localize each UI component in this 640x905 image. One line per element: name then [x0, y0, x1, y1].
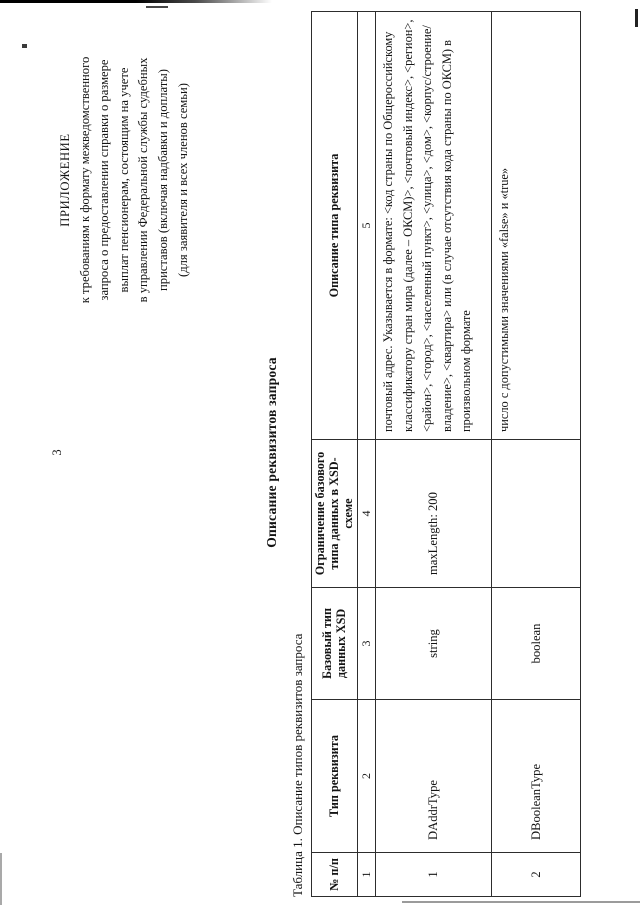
col-header-num: № п/п [312, 853, 358, 897]
appendix-header-line: выплат пенсионерам, состоящим на учете [116, 67, 131, 293]
cell-base-type: boolean [492, 588, 581, 700]
cell-description: почтовый адрес. Указывается в формате: <код страны по Общероссийскому классификатору стран мира (далее – ОКСМ)>, <почтовый индекс>, <регион>, <район>, <город>, <населенный пункт>, <улица>, <дом>, <корпус/строение/владение>, <квартира> или (в случае отсутствия кода страны по ОКСМ) в произвольном формате [376, 12, 492, 440]
scan-edge-artifact [635, 9, 638, 27]
column-index: 2 [358, 700, 376, 853]
table-row [376, 12, 492, 897]
scan-edge-artifact [402, 901, 640, 903]
requisites-table [311, 11, 581, 897]
column-index: 5 [358, 12, 376, 440]
column-index: 3 [358, 588, 376, 700]
table-row [492, 12, 581, 897]
table-caption: Таблица 1. Описание типов реквизитов запроса [290, 633, 305, 897]
col-header-type: Тип реквизита [312, 700, 358, 853]
cell-row-number: 2 [492, 853, 581, 897]
page-number: 3 [50, 449, 64, 456]
column-index: 4 [358, 440, 376, 588]
col-header-constraint: Ограничение базового типа данных в XSD-схеме [312, 440, 358, 588]
cell-constraint [492, 440, 581, 588]
cell-type: DAddrType [376, 700, 492, 853]
document-title: Описание реквизитов запроса [264, 357, 279, 548]
cell-base-type: string [376, 588, 492, 700]
col-header-base: Базовый тип данных XSD [312, 588, 358, 700]
column-numbering-row [358, 12, 376, 897]
appendix-header-line: (для заявителя и всех членов семьи) [175, 83, 190, 277]
scan-edge-artifact [146, 6, 168, 8]
appendix-header-line: приставов (включая надбавки и доплаты) [155, 69, 170, 291]
cell-row-number: 1 [376, 853, 492, 897]
appendix-header-line: к требованиям к формату межведомственного [77, 56, 92, 304]
appendix-header-line: в управлении Федеральной службы судебных [136, 57, 151, 303]
scan-speck-artifact [22, 44, 27, 48]
cell-constraint: maxLength: 200 [376, 440, 492, 588]
appendix-header [56, 28, 193, 332]
col-header-desc: Описание типа реквизита [312, 12, 358, 440]
column-index: 1 [358, 853, 376, 897]
scan-edge-artifact [0, 0, 272, 3]
appendix-header-line: ПРИЛОЖЕНИЕ [58, 133, 72, 227]
table-header-row [312, 12, 358, 897]
cell-type: DBooleanType [492, 700, 581, 853]
appendix-header-line: запроса о предоставлении справки о размере [97, 59, 112, 301]
cell-description: число с допустимыми значениями «false» и «true» [492, 12, 581, 440]
scan-edge-artifact [0, 853, 2, 905]
